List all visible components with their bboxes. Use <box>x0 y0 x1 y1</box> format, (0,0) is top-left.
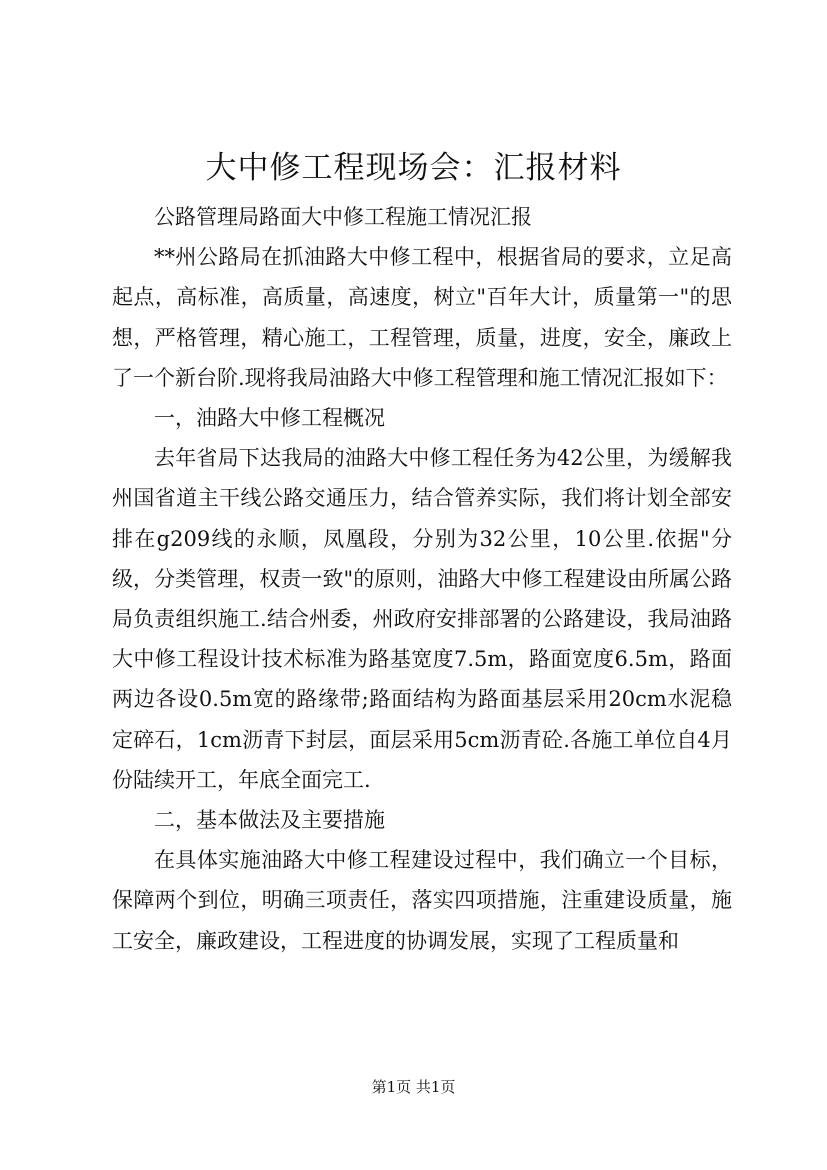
measures-paragraph: 在具体实施油路大中修工程建设过程中，我们确立一个目标，保障两个到位，明确三项责任，落实四项措施，注重建设质量，施工安全，廉政建设，工程进度的协调发展，实现了工程质量和 <box>112 848 732 953</box>
document-body <box>112 197 732 961</box>
intro-paragraph: **州公路局在抓油路大中修工程中，根据省局的要求，立足高起点，高标准，高质量，高速度，树立"百年大计，质量第一"的思想，严格管理，精心施工，工程管理，质量，进度，安全，廉政上了一个新台阶.现将我局油路大中修工程管理和施工情况汇报如下： <box>112 245 732 390</box>
document-title: 大中修工程现场会：汇报材料 <box>205 150 622 186</box>
subtitle-paragraph: 公路管理局路面大中修工程施工情况汇报 <box>154 205 532 229</box>
section-heading-2: 二，基本做法及主要措施 <box>154 808 385 833</box>
section-heading-1: 一，油路大中修工程概况 <box>154 406 385 431</box>
overview-paragraph: 去年省局下达我局的油路大中修工程任务为42公里，为缓解我州国省道主干线公路交通压力，结合管养实际，我们将计划全部安排在g209线的永顺，凤凰段，分别为32公里，10公里.依据"分级，分类管理，权责一致"的原则，油路大中修工程建设由所属公路局负责组织施工.结合州委，州政府安排部署的公路建设，我局油路大中修工程设计技术标准为路基宽度7.5m，路面宽度6.5m，路面两边各设0.5m宽的路缘带;路面结构为路面基层采用20cm水泥稳定碎石，1cm沥青下封层，面层采用5cm沥青砼.各施工单位自4月份陆续开工，年底全面完工. <box>112 446 732 792</box>
page-footer: 第1页 共1页 <box>371 1078 456 1096</box>
